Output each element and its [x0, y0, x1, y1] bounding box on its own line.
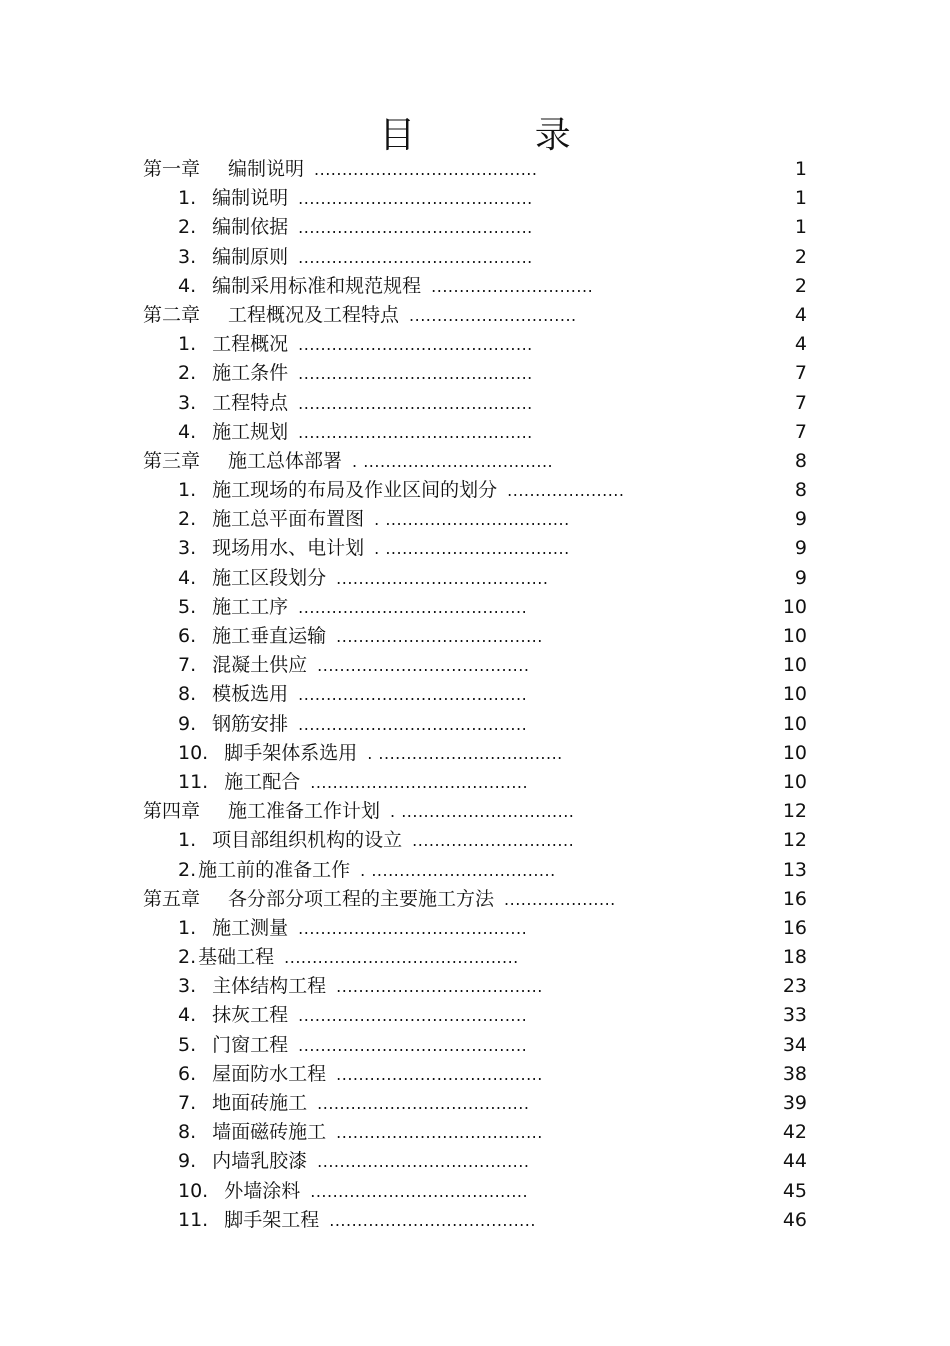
toc-page-number: 42 [782, 1121, 807, 1144]
toc-entry-number: 9. [178, 712, 197, 735]
toc-section-entry [0, 1060, 950, 1089]
toc-leader-dots: . .................................. [352, 451, 554, 471]
toc-leader-dots: .......................................... [298, 189, 533, 209]
toc-page-number: 16 [782, 887, 807, 910]
toc-entry-title: 编制依据 [212, 216, 289, 239]
toc-leader-dots: .......................................... [298, 393, 533, 413]
toc-entry-number: 5. [178, 595, 197, 618]
toc-entry-label [178, 972, 543, 1001]
toc-entry-title: 施工现场的布局及作业区间的划分 [212, 479, 498, 502]
toc-section-entry [0, 505, 950, 534]
toc-page-number: 7 [794, 391, 807, 414]
toc-entry-number: 2. [178, 858, 197, 881]
toc-page-number: 33 [782, 1004, 807, 1027]
toc-entry-title: 施工总平面布置图 [212, 508, 365, 531]
toc-page-number: 2 [794, 245, 807, 268]
toc-entry-label [178, 534, 570, 563]
toc-entry-label [178, 359, 533, 388]
toc-entry-label [143, 797, 574, 826]
toc-entry-title: 编制原则 [212, 245, 289, 268]
toc-section-entry [0, 826, 950, 855]
toc-entry-title: 基础工程 [198, 946, 275, 969]
toc-chapter-entry [0, 155, 950, 184]
toc-section-entry [0, 622, 950, 651]
toc-entry-number: 第一章 [143, 158, 201, 180]
toc-section-entry [0, 389, 950, 418]
toc-entry-number: 11. [178, 770, 209, 793]
toc-entry-label [178, 593, 527, 622]
toc-entry-title: 墙面磁砖施工 [212, 1121, 327, 1144]
toc-entry-number: 第三章 [143, 449, 201, 472]
toc-page-number: 9 [794, 508, 807, 531]
toc-entry-title: 施工工序 [212, 595, 289, 618]
toc-entry-label [178, 1147, 529, 1176]
toc-leader-dots: .............................. [409, 305, 577, 325]
toc-page-number: 8 [794, 479, 807, 502]
toc-entry-title: 脚手架工程 [224, 1208, 320, 1231]
toc-entry-number: 6. [178, 1062, 197, 1085]
toc-leader-dots: ..................................... [329, 1210, 536, 1230]
toc-entry-number: 8. [178, 683, 197, 706]
toc-leader-dots: ............................. [412, 831, 575, 851]
toc-entry-title: 屋面防水工程 [212, 1062, 327, 1085]
toc-page-number: 9 [794, 537, 807, 560]
toc-entry-label [178, 272, 593, 301]
toc-entry-title: 脚手架体系选用 [224, 741, 358, 764]
toc-entry-number: 2. [178, 946, 197, 969]
toc-entry-number: 2. [178, 216, 197, 239]
toc-entry-label [178, 1118, 543, 1147]
toc-page-number: 10 [782, 683, 807, 706]
toc-section-entry [0, 1001, 950, 1030]
toc-entry-label [178, 418, 533, 447]
toc-entry-title: 现场用水、电计划 [212, 537, 365, 560]
toc-entry-label [143, 885, 616, 914]
toc-chapter-entry [0, 797, 950, 826]
toc-entry-label [178, 1001, 527, 1030]
toc-entry-title: 施工准备工作计划 [228, 800, 381, 823]
toc-entry-number: 10. [178, 741, 209, 764]
toc-entry-title: 模板选用 [212, 683, 289, 706]
toc-section-entry [0, 680, 950, 709]
toc-leader-dots: .......................................... [298, 364, 533, 384]
toc-leader-dots: ...................................... [317, 1094, 530, 1113]
toc-leader-dots: ..................................... [336, 977, 543, 997]
toc-entry-number: 8. [178, 1121, 197, 1144]
toc-section-entry [0, 418, 950, 447]
toc-entry-label [178, 389, 533, 418]
toc-section-entry [0, 972, 950, 1001]
toc-entry-label [143, 155, 537, 184]
toc-page-number: 7 [794, 420, 807, 443]
toc-entry-title: 施工条件 [212, 362, 289, 385]
toc-entry-title: 地面砖施工 [212, 1092, 308, 1114]
toc-entry-title: 抹灰工程 [212, 1004, 289, 1027]
toc-entry-number: 4. [178, 1004, 197, 1027]
toc-entry-label [178, 243, 533, 272]
table-of-contents [0, 155, 950, 1235]
toc-entry-label [178, 622, 543, 651]
toc-entry-title: 项目部组织机构的设立 [212, 829, 403, 852]
toc-entry-label [143, 301, 577, 330]
toc-entry-number: 1. [178, 187, 197, 210]
toc-entry-title: 钢筋安排 [212, 712, 289, 735]
toc-entry-title: 主体结构工程 [212, 975, 327, 998]
toc-entry-number: 4. [178, 566, 197, 589]
toc-leader-dots: ......................................... [298, 1035, 528, 1055]
toc-leader-dots: ......................................... [298, 597, 528, 617]
toc-entry-title: 工程概况 [212, 333, 289, 356]
toc-page-number: 10 [782, 595, 807, 618]
toc-section-entry [0, 1031, 950, 1060]
toc-entry-label [178, 1031, 527, 1060]
toc-leader-dots: . ............................... [390, 802, 575, 822]
toc-page-number: 38 [782, 1062, 807, 1085]
toc-entry-number: 7. [178, 1092, 197, 1114]
toc-entry-title: 编制说明 [228, 158, 305, 180]
toc-entry-title: 施工前的准备工作 [198, 858, 351, 881]
toc-section-entry [0, 243, 950, 272]
toc-chapter-entry [0, 885, 950, 914]
toc-entry-number: 3. [178, 537, 197, 560]
toc-entry-number: 1. [178, 829, 197, 852]
toc-entry-number: 10. [178, 1179, 209, 1202]
toc-page-number: 9 [794, 566, 807, 589]
toc-section-entry [0, 710, 950, 739]
toc-page-number: 10 [782, 712, 807, 735]
toc-page-number: 34 [782, 1033, 807, 1056]
toc-page-number: 1 [794, 187, 807, 210]
toc-entry-label [143, 447, 553, 476]
toc-leader-dots: ...................................... [317, 656, 530, 676]
toc-entry-number: 第五章 [143, 887, 201, 910]
toc-entry-label [178, 710, 527, 739]
toc-leader-dots: ......................................... [298, 1006, 528, 1026]
toc-leader-dots: ...................................... [336, 568, 549, 588]
toc-entry-number: 1. [178, 479, 197, 502]
toc-page-number: 44 [782, 1150, 807, 1173]
toc-entry-label [178, 330, 533, 359]
toc-leader-dots: ......................................... [298, 714, 528, 734]
toc-section-entry [0, 914, 950, 943]
toc-entry-number: 3. [178, 975, 197, 998]
toc-page-number: 2 [794, 274, 807, 297]
toc-entry-label [178, 505, 570, 534]
toc-leader-dots: .......................................... [298, 335, 533, 355]
toc-entry-label [178, 184, 533, 213]
toc-page-number: 16 [782, 916, 807, 939]
toc-entry-title: 施工配合 [224, 770, 301, 793]
toc-section-entry [0, 184, 950, 213]
toc-page-number: 1 [794, 158, 807, 180]
toc-leader-dots: ........................................ [314, 160, 538, 179]
toc-section-entry [0, 1118, 950, 1147]
toc-entry-label [178, 1089, 529, 1118]
toc-section-entry [0, 1147, 950, 1176]
toc-section-entry [0, 1177, 950, 1206]
toc-section-entry [0, 943, 950, 972]
toc-entry-number: 4. [178, 420, 197, 443]
toc-entry-number: 6. [178, 625, 197, 647]
toc-page-number: 12 [782, 800, 807, 823]
toc-chapter-entry [0, 447, 950, 476]
toc-section-entry [0, 330, 950, 359]
toc-page-number: 10 [782, 770, 807, 793]
toc-leader-dots: ..................... [507, 481, 625, 501]
toc-entry-label [178, 564, 548, 593]
toc-entry-number: 1. [178, 916, 197, 939]
toc-section-entry [0, 768, 950, 797]
toc-leader-dots: ......................................... [298, 918, 528, 938]
toc-entry-title: 门窗工程 [212, 1033, 289, 1056]
toc-entry-title: 各分部分项工程的主要施工方法 [228, 887, 495, 910]
toc-section-entry [0, 1089, 950, 1118]
toc-leader-dots: ..................................... [336, 1064, 543, 1084]
toc-leader-dots: ..................................... [336, 1123, 543, 1143]
toc-entry-label [178, 1206, 536, 1235]
toc-entry-number: 5. [178, 1033, 197, 1056]
toc-entry-number: 9. [178, 1150, 197, 1173]
toc-page-number: 23 [782, 975, 807, 998]
toc-entry-number: 3. [178, 391, 197, 414]
toc-entry-title: 工程特点 [212, 391, 289, 414]
toc-leader-dots: . ................................. [374, 539, 570, 559]
toc-entry-title: 施工规划 [212, 420, 289, 443]
toc-page-number: 45 [782, 1179, 807, 1202]
toc-section-entry [0, 739, 950, 768]
toc-entry-label [178, 943, 519, 972]
toc-section-entry [0, 1206, 950, 1235]
toc-entry-label [178, 680, 527, 709]
toc-entry-number: 第四章 [143, 800, 201, 823]
toc-page-number: 18 [782, 946, 807, 969]
toc-section-entry [0, 272, 950, 301]
toc-leader-dots: ....................................... [310, 1181, 529, 1201]
toc-leader-dots: .......................................... [284, 948, 519, 968]
toc-leader-dots: .......................................... [298, 218, 533, 238]
toc-page-number: 10 [782, 654, 807, 677]
toc-section-entry [0, 651, 950, 680]
toc-page-number: 4 [794, 333, 807, 356]
toc-leader-dots: ....................................... [310, 772, 529, 792]
toc-entry-title: 编制说明 [212, 187, 289, 210]
toc-page-number: 4 [794, 303, 807, 326]
toc-entry-number: 3. [178, 245, 197, 268]
toc-entry-title: 施工总体部署 [228, 449, 343, 472]
toc-entry-label [178, 476, 624, 505]
toc-entry-number: 7. [178, 654, 197, 677]
toc-leader-dots: . ................................. [367, 743, 563, 763]
toc-section-entry [0, 593, 950, 622]
toc-entry-number: 第二章 [143, 303, 201, 326]
toc-entry-label [178, 856, 556, 885]
toc-entry-number: 2. [178, 508, 197, 531]
toc-entry-number: 1. [178, 333, 197, 356]
toc-entry-label [178, 651, 529, 680]
toc-entry-label [178, 768, 528, 797]
toc-entry-label [178, 826, 574, 855]
toc-leader-dots: . ................................. [374, 510, 570, 530]
toc-page-number: 46 [782, 1208, 807, 1231]
toc-leader-dots: . ................................. [360, 860, 556, 880]
toc-section-entry [0, 856, 950, 885]
toc-entry-label [178, 914, 527, 943]
toc-leader-dots: ......................................... [298, 685, 528, 705]
toc-leader-dots: .......................................... [298, 422, 533, 442]
toc-chapter-entry [0, 301, 950, 330]
toc-page-number: 13 [782, 858, 807, 881]
toc-entry-number: 2. [178, 362, 197, 385]
toc-page-number: 12 [782, 829, 807, 852]
toc-page-number: 1 [794, 216, 807, 239]
toc-page-number: 10 [782, 741, 807, 764]
toc-entry-title: 内墙乳胶漆 [212, 1150, 308, 1173]
toc-section-entry [0, 359, 950, 388]
toc-entry-label [178, 1177, 528, 1206]
toc-entry-title: 编制采用标准和规范规程 [212, 274, 422, 297]
toc-section-entry [0, 476, 950, 505]
toc-section-entry [0, 534, 950, 563]
toc-entry-label [178, 1060, 543, 1089]
toc-page-number: 10 [782, 625, 807, 647]
toc-entry-title: 混凝土供应 [212, 654, 308, 677]
toc-leader-dots: ...................................... [317, 1152, 530, 1172]
toc-page-number: 8 [794, 449, 807, 472]
toc-page-number: 7 [794, 362, 807, 385]
toc-entry-title: 施工测量 [212, 916, 289, 939]
toc-entry-title: 工程概况及工程特点 [228, 303, 400, 326]
toc-leader-dots: ..................................... [336, 627, 543, 646]
page-title: 目 录 [379, 115, 625, 156]
toc-entry-label [178, 213, 533, 242]
toc-leader-dots: .......................................... [298, 247, 533, 267]
toc-section-entry [0, 213, 950, 242]
toc-section-entry [0, 564, 950, 593]
toc-entry-label [178, 739, 563, 768]
toc-entry-title: 施工垂直运输 [212, 625, 327, 647]
toc-entry-number: 11. [178, 1208, 209, 1231]
toc-entry-title: 施工区段划分 [212, 566, 327, 589]
toc-entry-number: 4. [178, 274, 197, 297]
toc-page-number: 39 [782, 1092, 807, 1114]
toc-entry-title: 外墙涂料 [224, 1179, 301, 1202]
toc-leader-dots: ............................. [431, 276, 594, 296]
toc-leader-dots: .................... [504, 889, 616, 909]
